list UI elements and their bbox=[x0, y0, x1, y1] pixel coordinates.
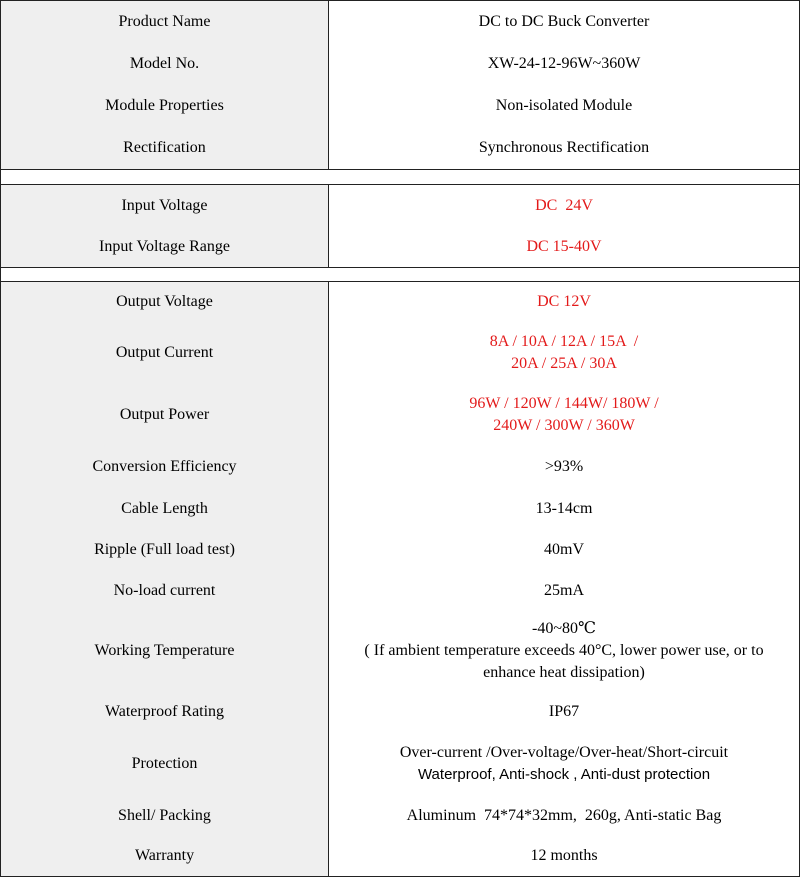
label-working-temperature: Working Temperature bbox=[0, 611, 328, 692]
label-input-voltage: Input Voltage bbox=[0, 184, 328, 227]
value-rectification: Synchronous Rectification bbox=[328, 127, 800, 170]
label-input-voltage-range: Input Voltage Range bbox=[0, 226, 328, 268]
row-input-voltage bbox=[0, 184, 800, 227]
value-output-current: 8A / 10A / 12A / 15A / 20A / 25A / 30A bbox=[328, 322, 800, 384]
label-ripple: Ripple (Full load test) bbox=[0, 529, 328, 571]
label-conversion-efficiency: Conversion Efficiency bbox=[0, 446, 328, 489]
value-output-voltage: DC 12V bbox=[328, 281, 800, 323]
row-shell-packing bbox=[0, 795, 800, 837]
label-warranty: Warranty bbox=[0, 836, 328, 877]
value-waterproof-rating: IP67 bbox=[328, 691, 800, 733]
label-rectification: Rectification bbox=[0, 127, 328, 170]
value-ripple: 40mV bbox=[328, 529, 800, 571]
value-product-name: DC to DC Buck Converter bbox=[328, 0, 800, 44]
label-shell-packing: Shell/ Packing bbox=[0, 795, 328, 837]
value-input-voltage: DC 24V bbox=[328, 184, 800, 227]
value-model-no: XW-24-12-96W~360W bbox=[328, 43, 800, 86]
label-no-load-current: No-load current bbox=[0, 570, 328, 612]
row-product-name bbox=[0, 0, 800, 44]
value-working-temperature: -40~80℃ ( If ambient temperature exceeds 40°C, lower power use, or to enhance heat dissipation) bbox=[328, 611, 800, 692]
row-warranty bbox=[0, 836, 800, 877]
value-warranty: 12 months bbox=[328, 836, 800, 877]
row-working-temperature bbox=[0, 611, 800, 692]
row-rectification bbox=[0, 127, 800, 170]
label-output-power: Output Power bbox=[0, 383, 328, 447]
row-conversion-efficiency bbox=[0, 446, 800, 489]
value-input-voltage-range: DC 15-40V bbox=[328, 226, 800, 268]
label-model-no: Model No. bbox=[0, 43, 328, 86]
row-output-power bbox=[0, 383, 800, 447]
value-no-load-current: 25mA bbox=[328, 570, 800, 612]
row-output-voltage bbox=[0, 281, 800, 323]
label-product-name: Product Name bbox=[0, 0, 328, 44]
value-cable-length: 13-14cm bbox=[328, 488, 800, 530]
row-ripple bbox=[0, 529, 800, 571]
label-waterproof-rating: Waterproof Rating bbox=[0, 691, 328, 733]
value-conversion-efficiency: >93% bbox=[328, 446, 800, 489]
label-output-voltage: Output Voltage bbox=[0, 281, 328, 323]
label-output-current: Output Current bbox=[0, 322, 328, 384]
row-module-properties bbox=[0, 85, 800, 128]
label-cable-length: Cable Length bbox=[0, 488, 328, 530]
row-cable-length bbox=[0, 488, 800, 530]
row-no-load-current bbox=[0, 570, 800, 612]
row-input-voltage-range bbox=[0, 226, 800, 268]
value-output-power: 96W / 120W / 144W/ 180W / 240W / 300W / 360W bbox=[328, 383, 800, 447]
value-shell-packing: Aluminum 74*74*32mm, 260g, Anti-static Bag bbox=[328, 795, 800, 837]
section-gap bbox=[0, 169, 800, 185]
row-output-current bbox=[0, 322, 800, 384]
value-protection: Over-current /Over-voltage/Over-heat/Short-circuit Waterproof, Anti-shock , Anti-dust protection bbox=[328, 732, 800, 796]
row-waterproof-rating bbox=[0, 691, 800, 733]
value-module-properties: Non-isolated Module bbox=[328, 85, 800, 128]
section-gap bbox=[0, 267, 800, 282]
row-protection bbox=[0, 732, 800, 796]
row-model-no bbox=[0, 43, 800, 86]
label-protection: Protection bbox=[0, 732, 328, 796]
label-module-properties: Module Properties bbox=[0, 85, 328, 128]
